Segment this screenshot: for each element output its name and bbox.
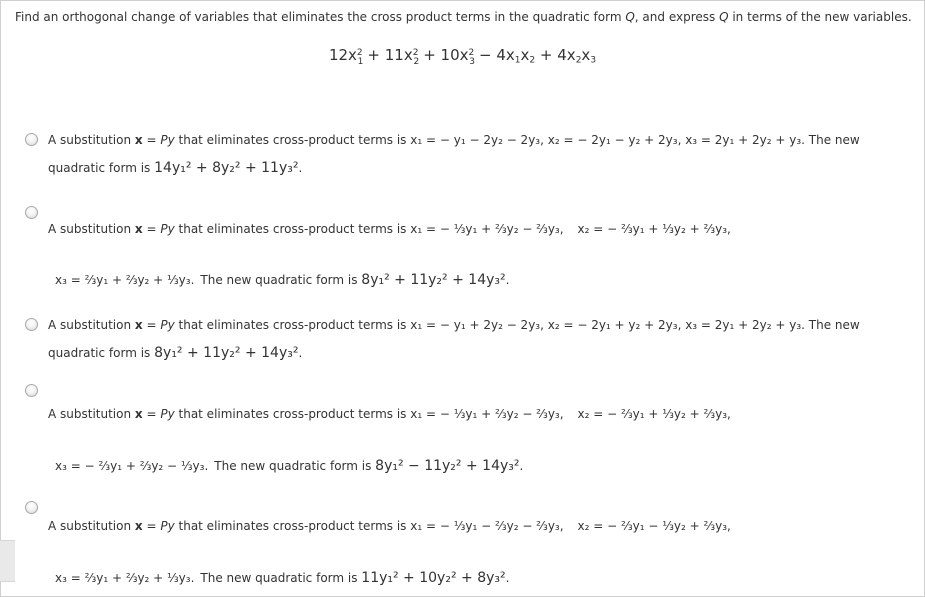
- option-5-line-1: A substitution x = Py that eliminates cross-product terms is x₁ = − ⅓y₁ − ⅔y₂ − ⅔y₃, x₂ = − ⅔y₁ − ⅓y₂ + ⅔y₃,: [48, 519, 731, 533]
- option-3-line-1: A substitution x = Py that eliminates cross-product terms is x₁ = − y₁ + 2y₂ − 2y₃, x₂ = − 2y₁ + y₂ + 2y₃, x₃ = 2y₁ + 2y₂ + y₃. The new: [48, 318, 860, 332]
- option-5-radio[interactable]: [25, 501, 38, 514]
- option-2-quadratic-form: 8y₁² + 11y₂² + 14y₃²: [361, 272, 506, 288]
- question-prefix: Find an orthogonal change of variables that eliminates the cross product terms in the quadratic form: [15, 10, 626, 24]
- option-5-line-2: x₃ = ⅔y₁ + ⅔y₂ + ⅓y₃. The new quadratic form is 11y₁² + 10y₂² + 8y₃².: [55, 570, 510, 586]
- left-edge-strip: [0, 540, 15, 582]
- option-1-substitution: x₁ = − y₁ − 2y₂ − 2y₃, x₂ = − 2y₁ − y₂ + 2y₃, x₃ = 2y₁ + 2y₂ + y₃. The new: [410, 133, 860, 147]
- question-middle: , and express: [634, 10, 720, 24]
- option-5-quadratic-form: 11y₁² + 10y₂² + 8y₃²: [361, 570, 506, 586]
- option-2-line-2: x₃ = ⅔y₁ + ⅔y₂ + ⅓y₃. The new quadratic form is 8y₁² + 11y₂² + 14y₃².: [55, 272, 510, 288]
- option-1-quadratic-form: 14y₁² + 8y₂² + 11y₃²: [154, 160, 299, 176]
- option-4-x3: x₃ = − ⅔y₁ + ⅔y₂ − ⅓y₃.: [55, 459, 209, 473]
- option-4-line-2: x₃ = − ⅔y₁ + ⅔y₂ − ⅓y₃. The new quadratic form is 8y₁² − 11y₂² + 14y₃².: [55, 458, 524, 474]
- option-3-line-2: quadratic form is 8y₁² + 11y₂² + 14y₃².: [48, 345, 303, 361]
- option-5-x2: x₂ = − ⅔y₁ − ⅓y₂ + ⅔y₃,: [577, 519, 731, 533]
- option-4-line-1: A substitution x = Py that eliminates cross-product terms is x₁ = − ⅓y₁ + ⅔y₂ − ⅔y₃, x₂ = − ⅔y₁ + ⅓y₂ + ⅔y₃,: [48, 407, 731, 421]
- option-5-x3: x₃ = ⅔y₁ + ⅔y₂ + ⅓y₃.: [55, 571, 195, 585]
- question-var-q: Q: [625, 10, 635, 24]
- question-var-q2: Q: [719, 10, 729, 24]
- question-suffix: in terms of the new variables.: [728, 10, 912, 24]
- option-2-radio[interactable]: [25, 206, 38, 219]
- option-3-radio[interactable]: [25, 318, 38, 331]
- option-2-line-1: A substitution x = Py that eliminates cross-product terms is x₁ = − ⅓y₁ + ⅔y₂ − ⅔y₃, x₂ = − ⅔y₁ + ⅓y₂ + ⅔y₃,: [48, 222, 731, 236]
- option-5-x1: x₁ = − ⅓y₁ − ⅔y₂ − ⅔y₃,: [410, 519, 564, 533]
- option-4-x1: x₁ = − ⅓y₁ + ⅔y₂ − ⅔y₃,: [410, 407, 564, 421]
- option-3-substitution: x₁ = − y₁ + 2y₂ − 2y₃, x₂ = − 2y₁ + y₂ + 2y₃, x₃ = 2y₁ + 2y₂ + y₃. The new: [410, 318, 860, 332]
- option-1-radio[interactable]: [25, 133, 38, 146]
- option-2-x3: x₃ = ⅔y₁ + ⅔y₂ + ⅓y₃.: [55, 273, 195, 287]
- option-1-line-2: quadratic form is 14y₁² + 8y₂² + 11y₃².: [48, 160, 303, 176]
- given-quadratic-form: $12x^21 + 11x^22 + 10x^23 - 4x_1x_2 + 4x_2x_3$: [328, 46, 597, 68]
- option-4-quadratic-form: 8y₁² − 11y₂² + 14y₃²: [375, 458, 520, 474]
- question-text: [15, 10, 912, 24]
- option-4-x2: x₂ = − ⅔y₁ + ⅓y₂ + ⅔y₃,: [577, 407, 731, 421]
- option-2-x2: x₂ = − ⅔y₁ + ⅓y₂ + ⅔y₃,: [577, 222, 731, 236]
- option-4-radio[interactable]: [25, 384, 38, 397]
- option-3-quadratic-form: 8y₁² + 11y₂² + 14y₃²: [154, 345, 299, 361]
- option-1-line-1: A substitution x = Py that eliminates cross-product terms is x₁ = − y₁ − 2y₂ − 2y₃, x₂ = − 2y₁ − y₂ + 2y₃, x₃ = 2y₁ + 2y₂ + y₃. The new: [48, 133, 860, 147]
- option-2-x1: x₁ = − ⅓y₁ + ⅔y₂ − ⅔y₃,: [410, 222, 564, 236]
